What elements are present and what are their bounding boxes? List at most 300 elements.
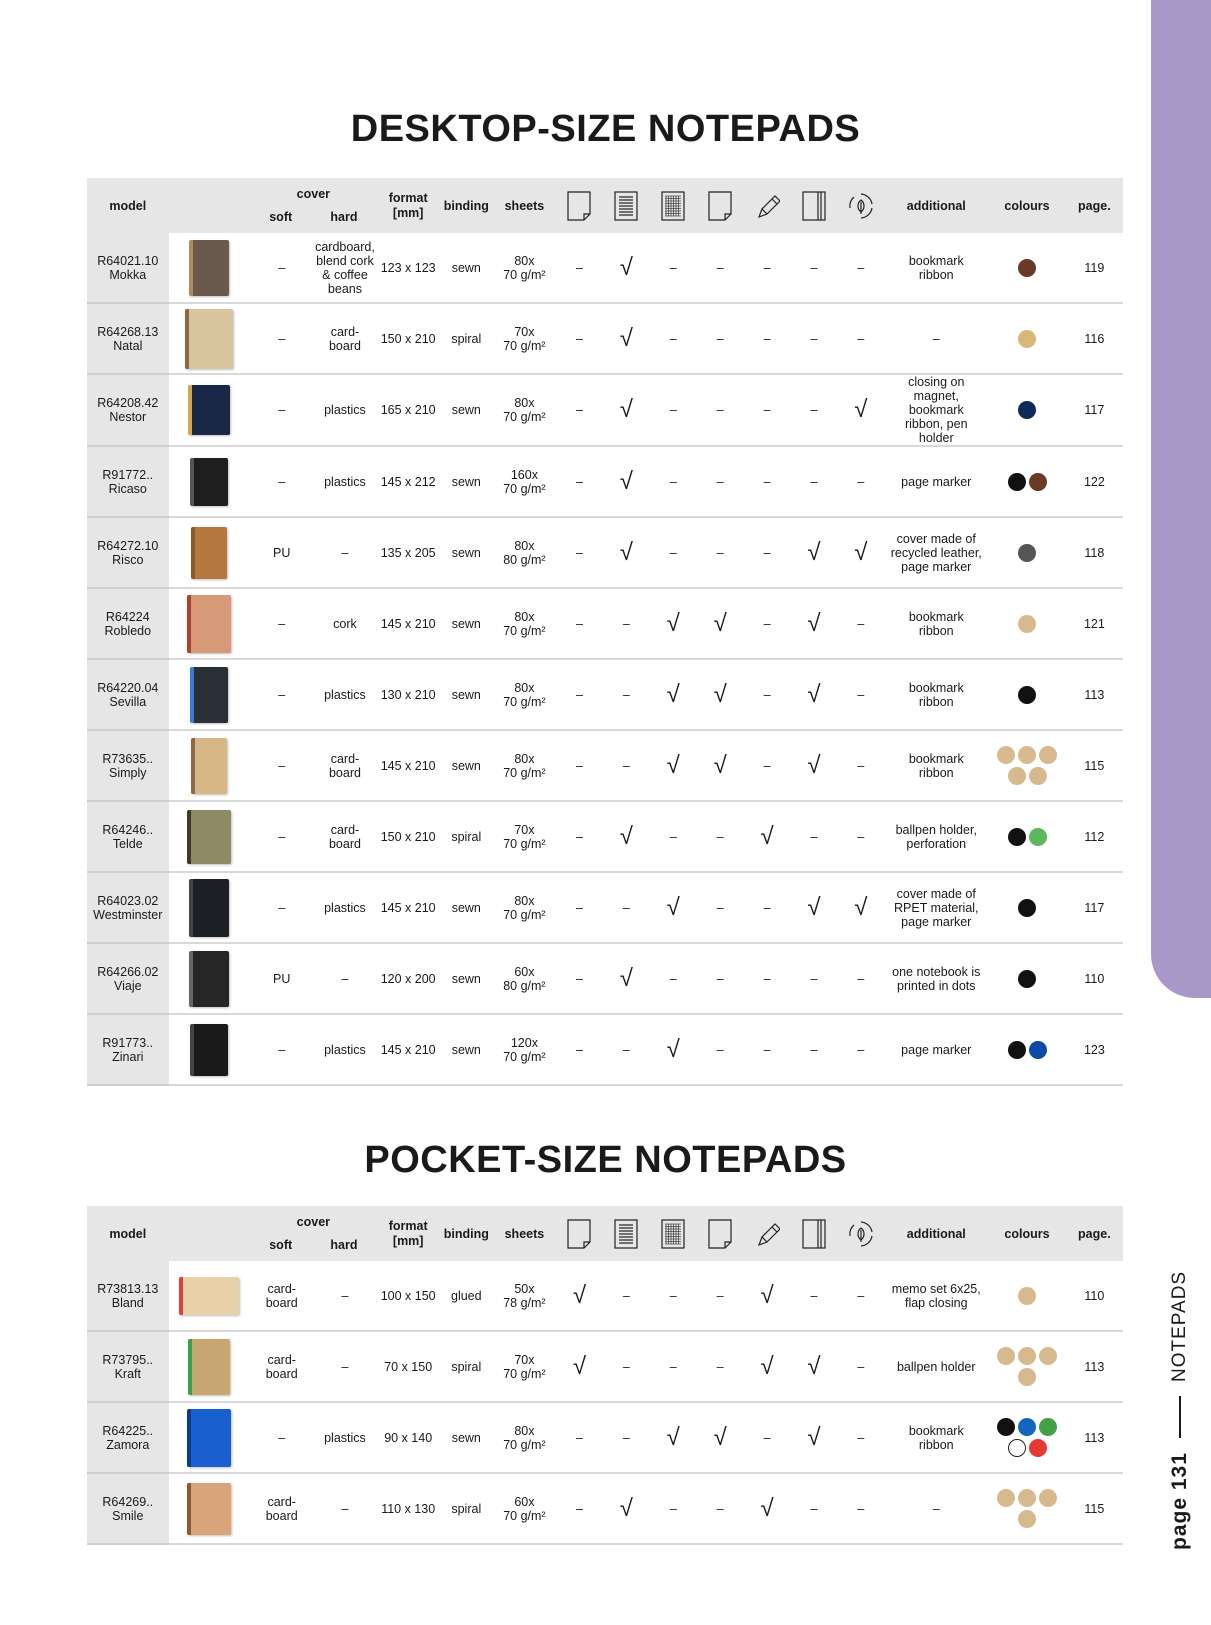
model-cell bbox=[87, 801, 169, 872]
feature-blank-page: – bbox=[556, 872, 603, 943]
feature-notebook: – bbox=[790, 446, 837, 517]
feature-pen: – bbox=[744, 1014, 791, 1085]
format: 70 x 150 bbox=[377, 1331, 440, 1402]
page-ref: 121 bbox=[1066, 588, 1123, 659]
binding: sewn bbox=[440, 446, 493, 517]
model-cell bbox=[87, 1473, 169, 1544]
pen-icon bbox=[744, 1206, 791, 1261]
feature-lined-page: – bbox=[603, 1402, 650, 1473]
feature-blank-page: – bbox=[556, 1473, 603, 1544]
model-code: R73795.. bbox=[102, 1352, 154, 1367]
model-code: R64220.04 bbox=[97, 680, 159, 695]
model-code: R64224 bbox=[105, 609, 150, 624]
feature-grid-page: √ bbox=[650, 1014, 697, 1085]
cover-hard: plastics bbox=[313, 374, 376, 446]
cover-hard: card- board bbox=[313, 730, 376, 801]
sheets: 60x 70 g/m² bbox=[493, 1473, 556, 1544]
cover-hard: cardboard, blend cork & coffee beans bbox=[313, 233, 376, 303]
sheets: 70x 70 g/m² bbox=[493, 801, 556, 872]
header-image bbox=[169, 1206, 251, 1261]
header-cover: cover soft hard bbox=[250, 1206, 376, 1261]
table-row bbox=[87, 1331, 1123, 1402]
sheets: 80x 70 g/m² bbox=[493, 1402, 556, 1473]
feature-pen: – bbox=[744, 233, 791, 303]
feature-blank-page: – bbox=[556, 1014, 603, 1085]
feature-notebook: – bbox=[790, 1014, 837, 1085]
sheets: 70x 70 g/m² bbox=[493, 1331, 556, 1402]
binding: sewn bbox=[440, 1014, 493, 1085]
feature-blank-page: √ bbox=[556, 1331, 603, 1402]
feature-eco: – bbox=[837, 801, 884, 872]
feature-blank-page: – bbox=[556, 374, 603, 446]
header-hard: hard bbox=[330, 1238, 358, 1252]
additional: – bbox=[884, 303, 988, 374]
feature-grid-page: – bbox=[650, 1261, 697, 1331]
feature-dotted-page: – bbox=[697, 1261, 744, 1331]
feature-dotted-page: – bbox=[697, 303, 744, 374]
feature-pen: – bbox=[744, 446, 791, 517]
model-code: R64225.. bbox=[102, 1423, 154, 1438]
format: 100 x 150 bbox=[377, 1261, 440, 1331]
colour-dot bbox=[1029, 767, 1047, 785]
feature-blank-page: √ bbox=[556, 1261, 603, 1331]
colour-dot bbox=[1039, 1418, 1057, 1436]
colour-dot bbox=[1018, 544, 1036, 562]
feature-dotted-page: √ bbox=[697, 730, 744, 801]
page-ref: 119 bbox=[1066, 233, 1123, 303]
table-row bbox=[87, 1473, 1123, 1544]
additional: bookmark ribbon bbox=[884, 1402, 988, 1473]
notebook-icon bbox=[790, 178, 837, 233]
table-row bbox=[87, 374, 1123, 446]
model-cell bbox=[87, 1331, 169, 1402]
feature-pen: – bbox=[744, 517, 791, 588]
cover-soft: – bbox=[250, 730, 313, 801]
colours bbox=[988, 517, 1065, 588]
feature-lined-page: √ bbox=[603, 233, 650, 303]
colour-dot bbox=[1029, 473, 1047, 491]
page-ref: 113 bbox=[1066, 659, 1123, 730]
feature-grid-page: √ bbox=[650, 659, 697, 730]
header-page: page. bbox=[1066, 1206, 1123, 1261]
header-additional: additional bbox=[884, 1206, 988, 1261]
cover-hard: card- board bbox=[313, 303, 376, 374]
page-ref: 116 bbox=[1066, 303, 1123, 374]
sheets: 80x 70 g/m² bbox=[493, 588, 556, 659]
page-ref: 115 bbox=[1066, 1473, 1123, 1544]
page-ref: 115 bbox=[1066, 730, 1123, 801]
cover-soft: – bbox=[250, 446, 313, 517]
feature-pen: – bbox=[744, 872, 791, 943]
format: 145 x 210 bbox=[377, 1014, 440, 1085]
product-image bbox=[169, 303, 251, 374]
header-hard: hard bbox=[330, 210, 358, 224]
model-cell bbox=[87, 588, 169, 659]
page-ref: 110 bbox=[1066, 943, 1123, 1014]
feature-eco: √ bbox=[837, 872, 884, 943]
colour-dot bbox=[1018, 1418, 1036, 1436]
colours bbox=[988, 303, 1065, 374]
header-page: page. bbox=[1066, 178, 1123, 233]
model-code: R64021.10 bbox=[97, 253, 159, 268]
model-cell bbox=[87, 233, 169, 303]
feature-blank-page: – bbox=[556, 801, 603, 872]
model-code: R73813.13 bbox=[97, 1281, 159, 1296]
feature-grid-page: – bbox=[650, 446, 697, 517]
product-image bbox=[169, 730, 251, 801]
feature-dotted-page: – bbox=[697, 233, 744, 303]
feature-dotted-page: – bbox=[697, 446, 744, 517]
cover-hard: card- board bbox=[313, 801, 376, 872]
model-code: R64246.. bbox=[102, 822, 154, 837]
cover-hard: plastics bbox=[313, 659, 376, 730]
feature-eco: – bbox=[837, 730, 884, 801]
additional: page marker bbox=[884, 446, 988, 517]
colour-dot bbox=[1018, 899, 1036, 917]
header-format: format [mm] bbox=[377, 1206, 440, 1261]
colours bbox=[988, 801, 1065, 872]
cover-soft: – bbox=[250, 233, 313, 303]
colour-dot bbox=[1018, 1489, 1036, 1507]
cover-hard: plastics bbox=[313, 1014, 376, 1085]
feature-notebook: – bbox=[790, 801, 837, 872]
model-cell bbox=[87, 446, 169, 517]
header-additional: additional bbox=[884, 178, 988, 233]
cover-hard: – bbox=[313, 943, 376, 1014]
product-image bbox=[169, 1014, 251, 1085]
product-image bbox=[169, 872, 251, 943]
section-name: NOTEPADS bbox=[1169, 1271, 1190, 1383]
notebook-icon bbox=[790, 1206, 837, 1261]
sheets: 50x 78 g/m² bbox=[493, 1261, 556, 1331]
binding: sewn bbox=[440, 943, 493, 1014]
header-colours: colours bbox=[988, 178, 1065, 233]
feature-lined-page: – bbox=[603, 659, 650, 730]
feature-lined-page: – bbox=[603, 1261, 650, 1331]
feature-dotted-page: – bbox=[697, 801, 744, 872]
product-image bbox=[169, 233, 251, 303]
header-colours: colours bbox=[988, 1206, 1065, 1261]
feature-eco: – bbox=[837, 303, 884, 374]
binding: spiral bbox=[440, 1331, 493, 1402]
model-name: Smile bbox=[112, 1508, 144, 1523]
feature-blank-page: – bbox=[556, 233, 603, 303]
product-image bbox=[169, 374, 251, 446]
cover-hard: – bbox=[313, 517, 376, 588]
product-image bbox=[169, 1473, 251, 1544]
model-code: R73635.. bbox=[102, 751, 154, 766]
format: 150 x 210 bbox=[377, 303, 440, 374]
feature-pen: – bbox=[744, 659, 791, 730]
product-image bbox=[169, 446, 251, 517]
eco-icon bbox=[837, 1206, 884, 1261]
colour-dot bbox=[1018, 1510, 1036, 1528]
cover-soft: – bbox=[250, 303, 313, 374]
cover-soft: – bbox=[250, 1402, 313, 1473]
feature-pen: – bbox=[744, 943, 791, 1014]
feature-notebook: √ bbox=[790, 1331, 837, 1402]
binding: sewn bbox=[440, 588, 493, 659]
header-binding: binding bbox=[440, 178, 493, 233]
model-name: Zinari bbox=[112, 1049, 144, 1064]
product-image bbox=[169, 659, 251, 730]
feature-pen: √ bbox=[744, 1261, 791, 1331]
product-image bbox=[169, 1261, 251, 1331]
table-row bbox=[87, 659, 1123, 730]
page-ref: 118 bbox=[1066, 517, 1123, 588]
colour-dot bbox=[997, 1347, 1015, 1365]
feature-notebook: √ bbox=[790, 730, 837, 801]
feature-pen: √ bbox=[744, 801, 791, 872]
lined-page-icon bbox=[603, 1206, 650, 1261]
header-sheets: sheets bbox=[493, 178, 556, 233]
product-image bbox=[169, 801, 251, 872]
sheets: 70x 70 g/m² bbox=[493, 303, 556, 374]
feature-grid-page: √ bbox=[650, 872, 697, 943]
sheets: 120x 70 g/m² bbox=[493, 1014, 556, 1085]
colour-dot bbox=[1029, 828, 1047, 846]
feature-dotted-page: √ bbox=[697, 588, 744, 659]
colour-dot bbox=[1008, 828, 1026, 846]
colours bbox=[988, 1014, 1065, 1085]
feature-dotted-page: – bbox=[697, 1331, 744, 1402]
colour-dot bbox=[1018, 1347, 1036, 1365]
feature-pen: – bbox=[744, 588, 791, 659]
cover-hard: plastics bbox=[313, 872, 376, 943]
pocket-table bbox=[87, 1206, 1123, 1545]
feature-dotted-page: – bbox=[697, 517, 744, 588]
model-code: R64268.13 bbox=[97, 324, 159, 339]
colour-dot bbox=[997, 746, 1015, 764]
feature-lined-page: – bbox=[603, 1014, 650, 1085]
cover-soft: – bbox=[250, 1014, 313, 1085]
format: 145 x 210 bbox=[377, 872, 440, 943]
feature-lined-page: √ bbox=[603, 943, 650, 1014]
colour-dot bbox=[1018, 615, 1036, 633]
blank-page-icon bbox=[556, 178, 603, 233]
page-ref: 110 bbox=[1066, 1261, 1123, 1331]
feature-eco: – bbox=[837, 659, 884, 730]
table-row bbox=[87, 446, 1123, 517]
product-image bbox=[169, 1331, 251, 1402]
additional: memo set 6x25, flap closing bbox=[884, 1261, 988, 1331]
cover-soft: – bbox=[250, 801, 313, 872]
sheets: 80x 70 g/m² bbox=[493, 374, 556, 446]
table-row bbox=[87, 872, 1123, 943]
feature-grid-page: – bbox=[650, 233, 697, 303]
model-name: Risco bbox=[112, 552, 144, 567]
sheets: 80x 80 g/m² bbox=[493, 517, 556, 588]
colour-dot bbox=[1039, 746, 1057, 764]
grid-page-icon bbox=[650, 178, 697, 233]
cover-soft: PU bbox=[250, 517, 313, 588]
model-name: Telde bbox=[112, 836, 143, 851]
model-code: R64208.42 bbox=[97, 396, 159, 410]
colour-dot bbox=[1008, 473, 1026, 491]
cover-soft: – bbox=[250, 588, 313, 659]
feature-eco: √ bbox=[837, 517, 884, 588]
format: 145 x 212 bbox=[377, 446, 440, 517]
additional: cover made of RPET material, page marker bbox=[884, 872, 988, 943]
feature-grid-page: √ bbox=[650, 1402, 697, 1473]
binding: sewn bbox=[440, 730, 493, 801]
model-cell bbox=[87, 1014, 169, 1085]
binding: sewn bbox=[440, 517, 493, 588]
side-label bbox=[1163, 1270, 1197, 1550]
colour-dot bbox=[1018, 401, 1036, 419]
colour-dot bbox=[1008, 1041, 1026, 1059]
feature-dotted-page: √ bbox=[697, 1402, 744, 1473]
header-cover: cover soft hard bbox=[250, 178, 376, 233]
format: 130 x 210 bbox=[377, 659, 440, 730]
format: 123 x 123 bbox=[377, 233, 440, 303]
page-ref: 113 bbox=[1066, 1402, 1123, 1473]
colour-dot bbox=[1018, 330, 1036, 348]
model-name: Robledo bbox=[104, 623, 152, 638]
feature-pen: – bbox=[744, 730, 791, 801]
cover-hard: cork bbox=[313, 588, 376, 659]
table-row bbox=[87, 233, 1123, 303]
feature-eco: – bbox=[837, 233, 884, 303]
feature-grid-page: – bbox=[650, 1473, 697, 1544]
desktop-table bbox=[87, 178, 1123, 1086]
feature-eco: – bbox=[837, 1473, 884, 1544]
binding: spiral bbox=[440, 1473, 493, 1544]
model-cell bbox=[87, 730, 169, 801]
desktop-title: DESKTOP-SIZE NOTEPADS bbox=[350, 108, 861, 150]
header-sheets: sheets bbox=[493, 1206, 556, 1261]
divider bbox=[1179, 1396, 1181, 1438]
colour-dot bbox=[1029, 1439, 1047, 1457]
feature-notebook: √ bbox=[790, 872, 837, 943]
header-model: model bbox=[87, 178, 169, 233]
feature-blank-page: – bbox=[556, 588, 603, 659]
product-image bbox=[169, 1402, 251, 1473]
model-cell bbox=[87, 374, 169, 446]
header-model: model bbox=[87, 1206, 169, 1261]
feature-notebook: √ bbox=[790, 659, 837, 730]
feature-blank-page: – bbox=[556, 730, 603, 801]
colour-dot bbox=[1008, 767, 1026, 785]
cover-hard: plastics bbox=[313, 446, 376, 517]
feature-dotted-page: – bbox=[697, 1473, 744, 1544]
eco-icon bbox=[837, 178, 884, 233]
colours bbox=[988, 872, 1065, 943]
colours bbox=[988, 1402, 1065, 1473]
model-name: Nestor bbox=[109, 410, 147, 424]
sheets: 60x 80 g/m² bbox=[493, 943, 556, 1014]
feature-notebook: – bbox=[790, 303, 837, 374]
colours bbox=[988, 1331, 1065, 1402]
page-ref: 112 bbox=[1066, 801, 1123, 872]
table-row bbox=[87, 588, 1123, 659]
binding: sewn bbox=[440, 1402, 493, 1473]
feature-dotted-page: – bbox=[697, 872, 744, 943]
sheets: 80x 70 g/m² bbox=[493, 233, 556, 303]
cover-soft: card- board bbox=[250, 1261, 313, 1331]
feature-dotted-page: – bbox=[697, 943, 744, 1014]
pen-icon bbox=[744, 178, 791, 233]
feature-eco: – bbox=[837, 1014, 884, 1085]
format: 145 x 210 bbox=[377, 588, 440, 659]
cover-soft: PU bbox=[250, 943, 313, 1014]
additional: one notebook is printed in dots bbox=[884, 943, 988, 1014]
feature-pen: √ bbox=[744, 1331, 791, 1402]
cover-soft: – bbox=[250, 374, 313, 446]
feature-grid-page: – bbox=[650, 801, 697, 872]
feature-pen: √ bbox=[744, 1473, 791, 1544]
model-code: R91772.. bbox=[102, 467, 154, 482]
header-image bbox=[169, 178, 251, 233]
dotted-page-icon bbox=[697, 178, 744, 233]
model-cell bbox=[87, 517, 169, 588]
lined-page-icon bbox=[603, 178, 650, 233]
colours bbox=[988, 374, 1065, 446]
feature-eco: – bbox=[837, 446, 884, 517]
table-row bbox=[87, 1261, 1123, 1331]
table-row bbox=[87, 801, 1123, 872]
feature-notebook: √ bbox=[790, 588, 837, 659]
feature-eco: √ bbox=[837, 374, 884, 446]
feature-lined-page: √ bbox=[603, 374, 650, 446]
product-image bbox=[169, 588, 251, 659]
feature-dotted-page: – bbox=[697, 1014, 744, 1085]
feature-notebook: – bbox=[790, 233, 837, 303]
model-code: R64023.02 bbox=[97, 893, 159, 908]
feature-grid-page: – bbox=[650, 517, 697, 588]
model-name: Ricaso bbox=[108, 481, 147, 496]
colours bbox=[988, 233, 1065, 303]
model-cell bbox=[87, 1261, 169, 1331]
feature-lined-page: – bbox=[603, 588, 650, 659]
colours bbox=[988, 1261, 1065, 1331]
additional: bookmark ribbon bbox=[884, 588, 988, 659]
feature-grid-page: – bbox=[650, 374, 697, 446]
format: 145 x 210 bbox=[377, 730, 440, 801]
colours bbox=[988, 446, 1065, 517]
header-binding: binding bbox=[440, 1206, 493, 1261]
feature-notebook: √ bbox=[790, 517, 837, 588]
feature-eco: – bbox=[837, 588, 884, 659]
table-row bbox=[87, 303, 1123, 374]
feature-eco: – bbox=[837, 943, 884, 1014]
cover-soft: card- board bbox=[250, 1473, 313, 1544]
colour-dot bbox=[1018, 746, 1036, 764]
binding: spiral bbox=[440, 801, 493, 872]
feature-lined-page: – bbox=[603, 872, 650, 943]
model-name: Zamora bbox=[106, 1437, 150, 1452]
model-code: R91773.. bbox=[102, 1035, 154, 1050]
format: 120 x 200 bbox=[377, 943, 440, 1014]
feature-lined-page: – bbox=[603, 730, 650, 801]
colours bbox=[988, 730, 1065, 801]
feature-notebook: √ bbox=[790, 1402, 837, 1473]
model-cell bbox=[87, 303, 169, 374]
cover-soft: card- board bbox=[250, 1331, 313, 1402]
colour-dot bbox=[1018, 259, 1036, 277]
additional: bookmark ribbon bbox=[884, 233, 988, 303]
feature-dotted-page: √ bbox=[697, 659, 744, 730]
format: 135 x 205 bbox=[377, 517, 440, 588]
table-row bbox=[87, 517, 1123, 588]
colour-dot bbox=[1018, 686, 1036, 704]
colour-dot bbox=[1018, 1287, 1036, 1305]
feature-blank-page: – bbox=[556, 517, 603, 588]
cover-soft: – bbox=[250, 659, 313, 730]
cover-hard: plastics bbox=[313, 1402, 376, 1473]
colours bbox=[988, 943, 1065, 1014]
cover-soft: – bbox=[250, 872, 313, 943]
